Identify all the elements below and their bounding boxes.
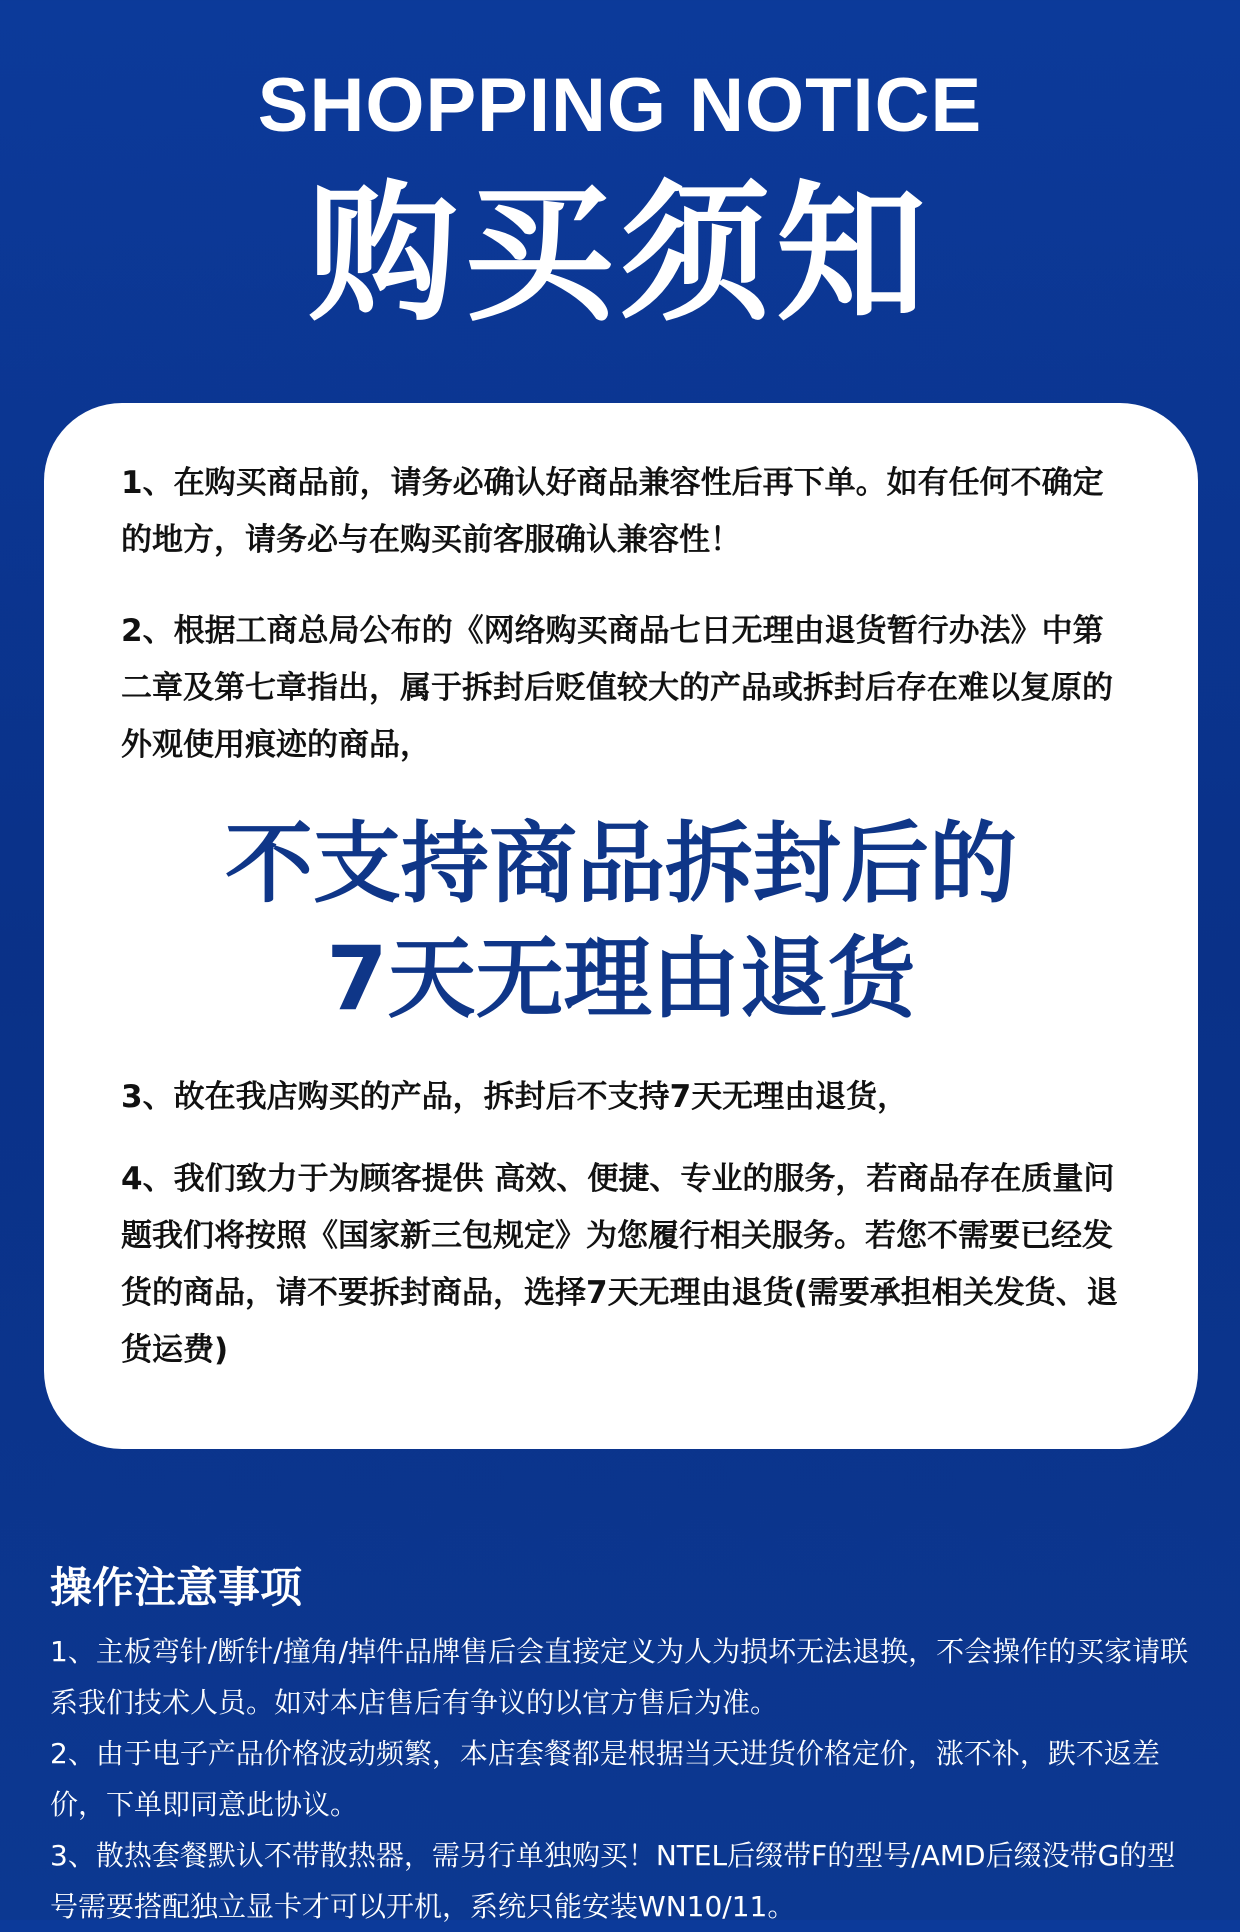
- title-chinese: 购买须知: [307, 168, 932, 342]
- notice-item-3: 3、故在我店购买的产品，拆封后不支持7天无理由退货，: [121, 1079, 909, 1115]
- title-english: SHOPPING NOTICE: [257, 63, 983, 148]
- operations-item: 2、由于电子产品价格波动频繁，本店套餐都是根据当天进货价格定价，涨不补，跌不返差价，下单即同意此协议。: [50, 1737, 1160, 1821]
- notice-card: [44, 403, 1198, 1449]
- operations-item: 1、主板弯针/断针/撞角/掉件品牌售后会直接定义为人为损坏无法退换，不会操作的买家请联系我们技术人员。如对本店售后有争议的以官方售后为准。: [50, 1635, 1189, 1719]
- notice-item-1: 1、在购买商品前，请务必确认好商品兼容性后再下单。如有任何不确定的地方，请务必与在购买前客服确认兼容性！: [121, 465, 1104, 558]
- notice-item-2: 2、根据工商总局公布的《网络购买商品七日无理由退货暂行办法》中第二章及第七章指出，属于拆封后贬值较大的产品或拆封后存在难以复原的外观使用痕迹的商品，: [121, 613, 1113, 763]
- notice-item-4: 4、我们致力于为顾客提供 高效、便捷、专业的服务，若商品存在质量问题我们将按照《国家新三包规定》为您履行相关服务。若您不需要已经发货的商品，请不要拆封商品，选择7天无理由退货(需要承担相关发货、退货运费): [121, 1161, 1118, 1368]
- operations-title: 操作注意事项: [50, 1563, 303, 1612]
- highlight-line-2: 7天无理由退货: [326, 927, 916, 1030]
- operations-item: 3、散热套餐默认不带散热器，需另行单独购买！NTEL后缀带F的型号/AMD后缀没带G的型号需要搭配独立显卡才可以开机，系统只能安装WN10/11。: [50, 1839, 1176, 1923]
- operations-list: [50, 1626, 1200, 1932]
- highlight-line-1: 不支持商品拆封后的: [224, 812, 1017, 915]
